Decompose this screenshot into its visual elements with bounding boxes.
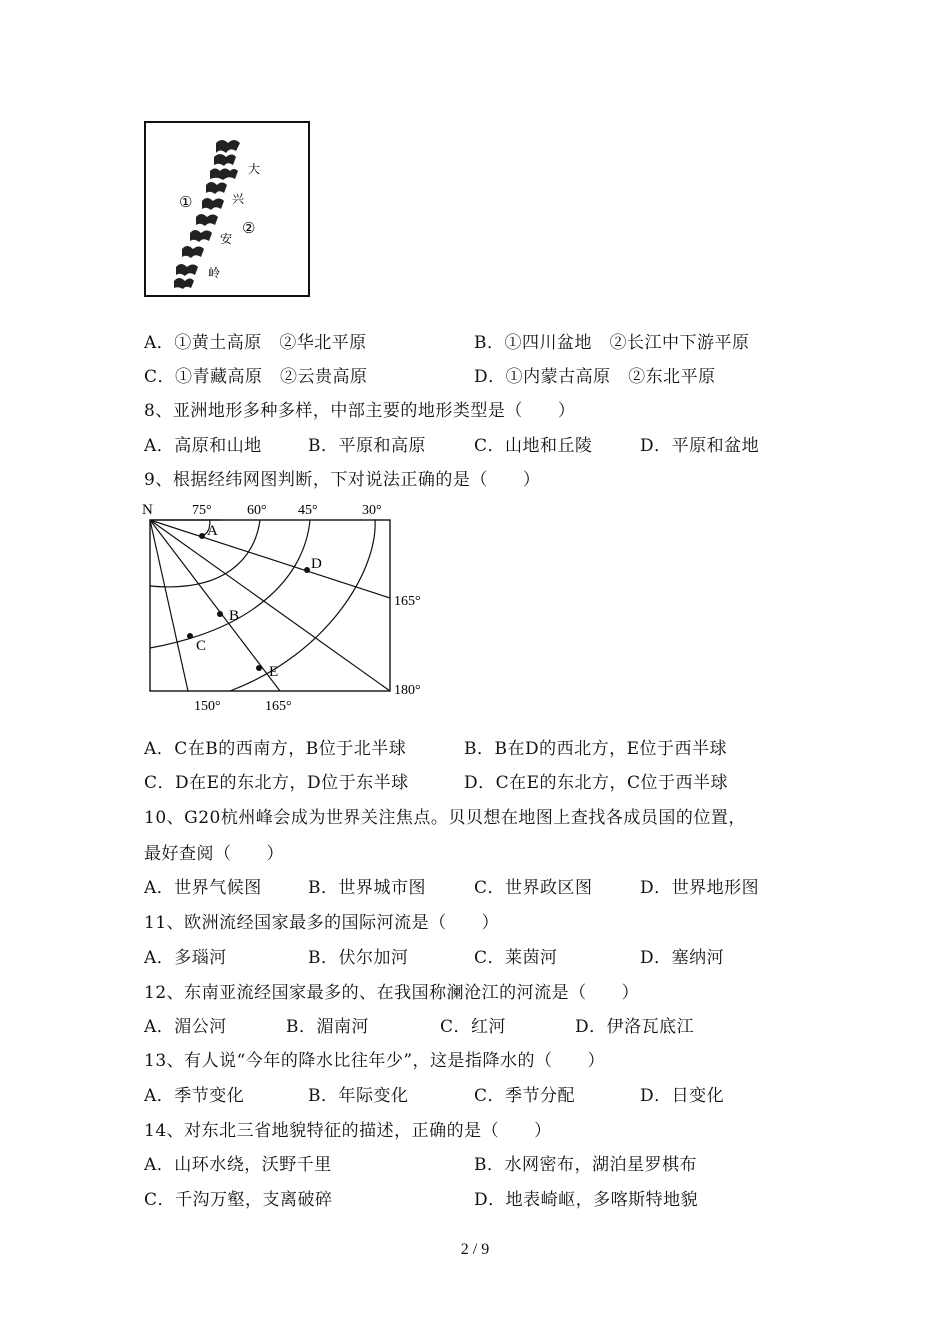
point-e-marker [256,665,262,671]
mountain-range-map [144,121,310,298]
range-char-3: 安 [220,232,233,246]
q7-option-d[interactable]: D．①内蒙古高原 ②东北平原 [474,367,716,387]
q9-option-c[interactable]: C．D在E的东北方，D位于东半球 [144,773,409,793]
q12-option-a[interactable]: A．湄公河 [144,1017,227,1037]
q11-option-c[interactable]: C．莱茵河 [474,948,558,968]
lon-label-180: 180° [394,683,421,698]
lon-label-150: 150° [194,699,221,714]
point-c-marker [187,633,193,639]
q8-stem: 8、亚洲地形多种多样，中部主要的地形类型是（ ） [144,401,576,421]
q8-option-a[interactable]: A．高原和山地 [144,436,262,456]
q8-option-c[interactable]: C．山地和丘陵 [474,436,593,456]
parallels [150,520,375,691]
q10-option-d[interactable]: D．世界地形图 [640,878,760,898]
graticule-map [140,498,440,716]
q7-option-c[interactable]: C．①青藏高原 ②云贵高原 [144,367,368,387]
point-c-label: C [196,638,207,654]
q14-option-c[interactable]: C．千沟万壑，支离破碎 [144,1190,333,1210]
point-a-marker [199,533,205,539]
page-number: 2 / 9 [460,1241,490,1258]
q10-option-a[interactable]: A．世界气候图 [144,878,262,898]
q11-option-d[interactable]: D．塞纳河 [640,948,725,968]
point-b-label: B [229,608,240,624]
q10-option-c[interactable]: C．世界政区图 [474,878,593,898]
q12-option-d[interactable]: D．伊洛瓦底江 [575,1017,695,1037]
q14-option-b[interactable]: B．水网密布，湖泊星罗棋布 [474,1155,697,1175]
range-char-4: 岭 [208,266,221,280]
point-a-label: A [207,523,218,539]
q10-option-b[interactable]: B．世界城市图 [308,878,426,898]
lon-label-165-right: 165° [394,594,421,609]
q8-option-b[interactable]: B．平原和高原 [308,436,426,456]
q13-option-a[interactable]: A．季节变化 [144,1086,245,1106]
q14-stem: 14、对东北三省地貌特征的描述，正确的是（ ） [144,1121,552,1141]
q10-stem-line2: 最好查阅（ ） [144,844,284,864]
range-char-1: 大 [248,162,261,176]
q13-option-b[interactable]: B．年际变化 [308,1086,409,1106]
point-e-label: E [269,664,279,680]
q9-option-b[interactable]: B．B在D的西北方，E位于西半球 [464,739,728,759]
q9-stem: 9、根据经纬网图判断，下对说法正确的是（ ） [144,470,541,490]
region-2-label: ② [242,221,256,237]
north-pole-label: N [142,502,153,518]
region-1-label: ① [179,195,193,211]
lat-label-30: 30° [362,503,382,518]
q14-option-d[interactable]: D．地表崎岖，多喀斯特地貌 [474,1190,699,1210]
q10-stem-line1: 10、G20杭州峰会成为世界关注焦点。贝贝想在地图上查找各成员国的位置， [144,808,746,828]
lat-label-60: 60° [247,503,267,518]
q12-option-c[interactable]: C．红河 [440,1017,507,1037]
range-char-2: 兴 [232,192,245,206]
q14-option-a[interactable]: A．山环水绕，沃野千里 [144,1155,332,1175]
q8-option-d[interactable]: D．平原和盆地 [640,436,760,456]
point-b-marker [217,611,223,617]
q11-stem: 11、欧洲流经国家最多的国际河流是（ ） [144,913,500,933]
q7-option-b[interactable]: B．①四川盆地 ②长江中下游平原 [474,333,750,353]
point-d-label: D [311,556,322,572]
q9-option-d[interactable]: D．C在E的东北方，C位于西半球 [464,773,729,793]
q11-option-b[interactable]: B．伏尔加河 [308,948,409,968]
lon-label-165-bottom: 165° [265,699,292,714]
q12-option-b[interactable]: B．湄南河 [286,1017,369,1037]
q12-stem: 12、东南亚流经国家最多的、在我国称澜沧江的河流是（ ） [144,983,640,1003]
q7-option-a[interactable]: A．①黄土高原 ②华北平原 [144,333,367,353]
q11-option-a[interactable]: A．多瑙河 [144,948,227,968]
lat-label-75: 75° [192,503,212,518]
q9-option-a[interactable]: A．C在B的西南方，B位于北半球 [144,739,407,759]
q13-option-d[interactable]: D．日变化 [640,1086,725,1106]
q13-stem: 13、有人说“今年的降水比往年少”，这是指降水的（ ） [144,1051,606,1071]
lat-label-45: 45° [298,503,318,518]
point-d-marker [304,567,310,573]
q13-option-c[interactable]: C．季节分配 [474,1086,576,1106]
